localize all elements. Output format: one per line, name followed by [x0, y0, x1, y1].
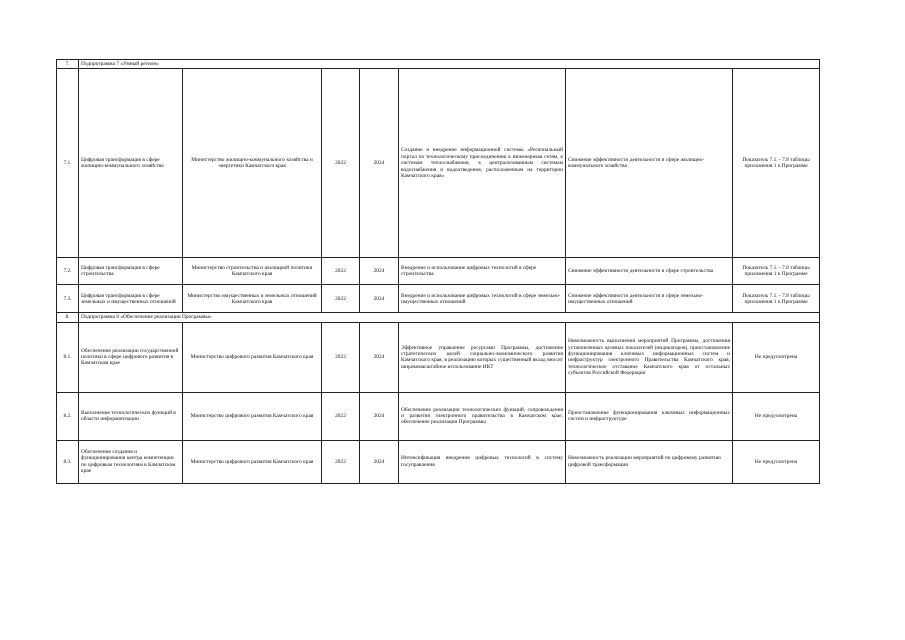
subprogram-number: 7.	[57, 60, 79, 69]
row-number: 7.1.	[57, 69, 79, 258]
subprogram-title: Подпрограмма 7 «Умный регион»	[79, 60, 820, 69]
non-implementation-consequence: Снижение эффективности деятельности в сфере строительства	[566, 258, 733, 285]
subprogram-number: 8.	[57, 313, 79, 322]
executor: Министерство жилищно-коммунального хозяйства и энергетики Камчатского края	[183, 69, 322, 258]
measure-name: Обеспечение реализации государственной политики в сфере цифрового развития в Камчатском крае	[79, 322, 183, 392]
end-year: 2024	[360, 285, 399, 313]
row-number: 7.3.	[57, 285, 79, 313]
expected-result: Обеспечение реализации технологических функций, сопровождения и развития электронного правительства в Камчатском крае, обеспечение реализации Программы	[399, 392, 566, 440]
table-row	[57, 285, 820, 313]
subprogram-7-row	[57, 60, 820, 69]
non-implementation-consequence: Невозможность реализации мероприятий по цифровому развитию цифровой трансформации	[566, 440, 733, 483]
measure-name: Цифровая трансформация в сфере жилищно-коммунального хозяйства	[79, 69, 183, 258]
table-row	[57, 392, 820, 440]
expected-result: Внедрение и использование цифровых технологий в сфере земельно-имущественных отношений	[399, 285, 566, 313]
subprogram-8-row	[57, 313, 820, 322]
table-row	[57, 440, 820, 483]
end-year: 2024	[360, 392, 399, 440]
non-implementation-consequence: Снижение эффективности деятельности в сфере земельно-имущественных отношений	[566, 285, 733, 313]
start-year: 2022	[322, 69, 360, 258]
indicator-link: Не предусмотрена	[733, 322, 820, 392]
indicator-link: Не предусмотрена	[733, 392, 820, 440]
table-row	[57, 258, 820, 285]
start-year: 2022	[322, 392, 360, 440]
executor: Министерство цифрового развития Камчатского края	[183, 322, 322, 392]
non-implementation-consequence: Невозможность выполнения мероприятий Программы, достижения установленных целевых показателей (индикаторов), приостановление функционирования ключевых информационных систем и инфраструктур электронного Правительства Камчатского края, технологическое отставание Камчатского края от остальных субъектов Российской Федерации	[566, 322, 733, 392]
expected-result: Создание и внедрение информационной системы «Региональный портал по технологическому присоединению к инженерным сетям, к системам теплоснабжения, к централизованным системам водоснабжения и водоотведения, расположенным на территории Камчатского края»	[399, 69, 566, 258]
row-number: 8.2.	[57, 392, 79, 440]
indicator-link: Не предусмотрена	[733, 440, 820, 483]
indicator-link: Показатель 7.1. - 7.8 таблицы приложения 1 к Программе	[733, 285, 820, 313]
measure-name: Цифровая трансформация в сфере строительства	[79, 258, 183, 285]
row-number: 8.1.	[57, 322, 79, 392]
row-number: 8.3.	[57, 440, 79, 483]
measure-name: Цифровая трансформация в сфере земельных и имущественных отношений	[79, 285, 183, 313]
executor: Министерство цифрового развития Камчатского края	[183, 392, 322, 440]
measures-table	[56, 59, 820, 484]
end-year: 2024	[360, 440, 399, 483]
end-year: 2024	[360, 69, 399, 258]
expected-result: Внедрение и использование цифровых технологий в сфере строительства	[399, 258, 566, 285]
start-year: 2022	[322, 285, 360, 313]
subprogram-title: Подпрограмма 8 «Обеспечение реализации Программы»	[79, 313, 820, 322]
measure-name: Обеспечение создания и функционирования центра компетенции по цифровым технологиям в Камчатском крае	[79, 440, 183, 483]
expected-result: Интенсификация внедрения цифровых технологий в систему госуправления	[399, 440, 566, 483]
indicator-link: Показатель 7.1. - 7.8 таблицы приложения 1 к Программе	[733, 258, 820, 285]
executor: Министерство строительства и жилищной политики Камчатского края	[183, 258, 322, 285]
measure-name: Выполнение технологических функций в области информатизации	[79, 392, 183, 440]
row-number: 7.2.	[57, 258, 79, 285]
start-year: 2022	[322, 440, 360, 483]
executor: Министерство имущественных и земельных отношений Камчатского края	[183, 285, 322, 313]
end-year: 2024	[360, 258, 399, 285]
start-year: 2022	[322, 258, 360, 285]
expected-result: Эффективное управление ресурсами Программы, достижение стратегических целей социально-экономического развития Камчатского края, в реализацию которых существенный вклад вносит широкомасштабное использование ИКТ	[399, 322, 566, 392]
table-row	[57, 322, 820, 392]
indicator-link: Показатель 7.1. - 7.8 таблицы приложения 1 к Программе	[733, 69, 820, 258]
executor: Министерство цифрового развития Камчатского края	[183, 440, 322, 483]
start-year: 2022	[322, 322, 360, 392]
non-implementation-consequence: Приостановление функционирования ключевых информационных систем и инфраструктуре	[566, 392, 733, 440]
end-year: 2024	[360, 322, 399, 392]
non-implementation-consequence: Снижение эффективности деятельности в сфере жилищно-коммунального хозяйства	[566, 69, 733, 258]
table-row	[57, 69, 820, 258]
